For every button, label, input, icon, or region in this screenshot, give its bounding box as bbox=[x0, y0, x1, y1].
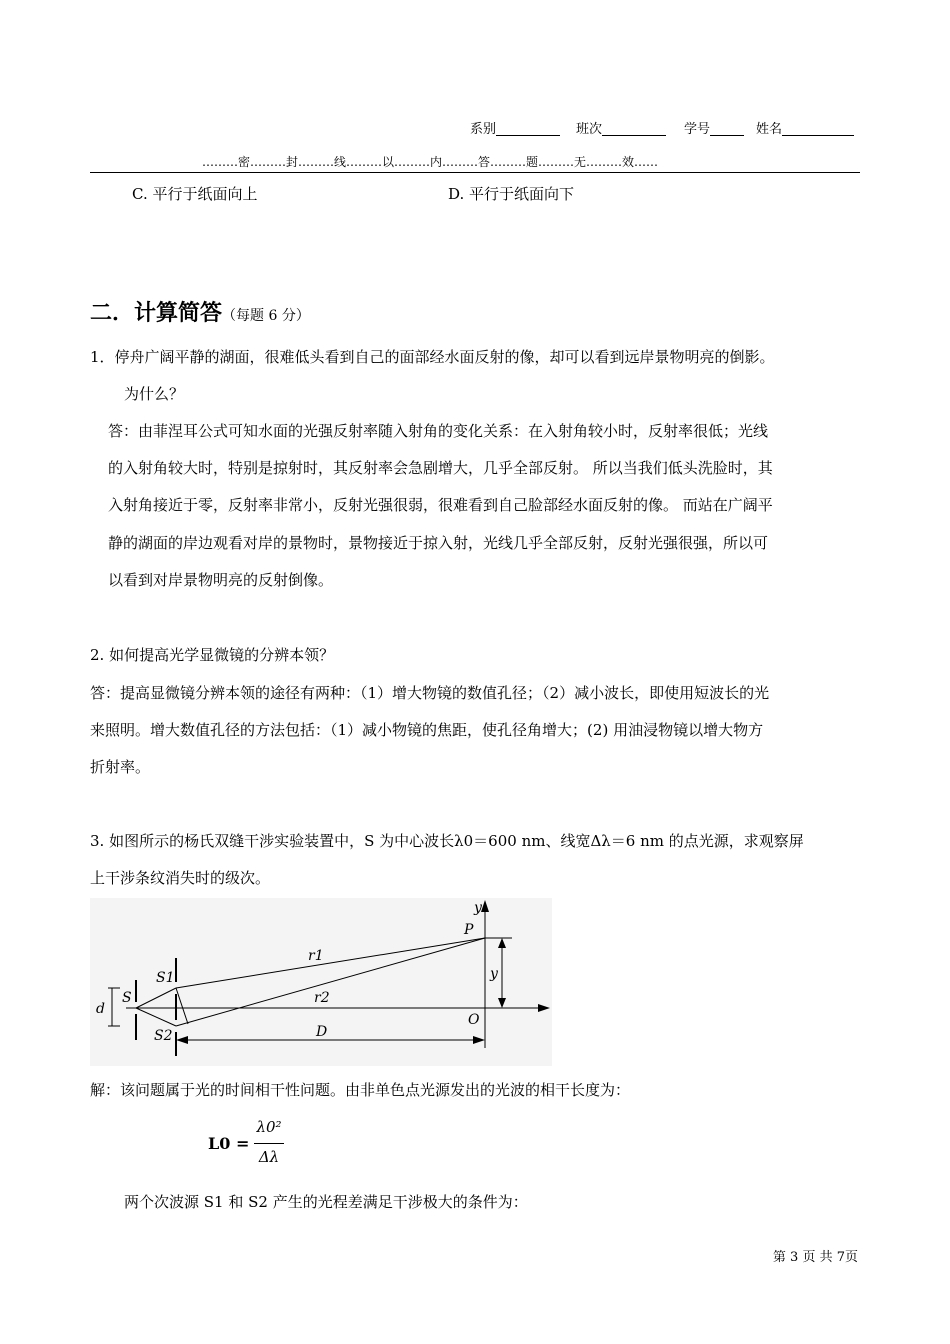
q1-question-line2: 为什么？ bbox=[124, 385, 185, 403]
q2-answer-line: 答：提高显微镜分辨本领的途径有两种：（1）增大物镜的数值孔径；（2）减小波长，即使用短波长的光 bbox=[90, 684, 770, 702]
section-title-text: 二．计算简答 bbox=[90, 300, 223, 326]
name-field bbox=[756, 118, 854, 137]
q3-condition-text: 两个次波源 S1 和 S2 产生的光程差满足干涉极大的条件为： bbox=[124, 1193, 528, 1211]
label-O: O bbox=[468, 1012, 480, 1028]
q1-answer-line: 的入射角较大时，特别是掠射时，其反射率会急剧增大，几乎全部反射。 所以当我们低头洗脸时，其 bbox=[108, 459, 773, 477]
header-divider bbox=[90, 172, 860, 173]
name-label: 姓名 bbox=[756, 122, 783, 137]
label-S: S bbox=[122, 990, 132, 1006]
label-S2: S2 bbox=[154, 1028, 173, 1044]
department-label: 系别 bbox=[470, 122, 497, 137]
option-c: C. 平行于纸面向上 bbox=[132, 185, 258, 203]
label-P: P bbox=[464, 922, 474, 938]
label-D: D bbox=[316, 1024, 328, 1040]
label-y-height: y bbox=[490, 966, 498, 982]
formula-denominator: Δλ bbox=[258, 1148, 280, 1166]
q1-answer-line: 答：由菲涅耳公式可知水面的光强反射率随入射角的变化关系：在入射角较小时，反射率很低；光线 bbox=[108, 422, 769, 440]
label-d: d bbox=[96, 1001, 105, 1017]
class-label: 班次 bbox=[576, 122, 603, 137]
section-title bbox=[90, 296, 310, 327]
student-id-field bbox=[684, 118, 744, 137]
q3-question-line2: 上干涉条纹消失时的级次。 bbox=[90, 869, 271, 887]
q2-answer-line: 折射率。 bbox=[90, 758, 151, 776]
label-S1: S1 bbox=[156, 970, 175, 986]
page-number: 第 3 页 共 7页 bbox=[772, 1250, 858, 1265]
section-note: （每题 6 分） bbox=[222, 308, 310, 324]
q1-answer-line: 入射角接近于零，反射率非常小，反射光强很弱，很难看到自己脸部经水面反射的像。 而站在广阔平 bbox=[108, 496, 773, 514]
q1-answer-line: 以看到对岸景物明亮的反射倒像。 bbox=[108, 571, 334, 589]
q1-question-line1: 1．停舟广阔平静的湖面，很难低头看到自己的面部经水面反射的像，却可以看到远岸景物明亮的倒影。 bbox=[90, 348, 775, 366]
label-y-axis: y bbox=[474, 900, 482, 916]
formula-lhs: L0 = bbox=[208, 1134, 250, 1153]
q3-question-line1: 3. 如图所示的杨氏双缝干涉实验装置中，S 为中心波长λ0＝600 nm、线宽Δλ＝6 nm 的点光源，求观察屏 bbox=[90, 832, 804, 850]
label-r1: r1 bbox=[308, 948, 324, 964]
seal-line-text: ………密………封………线………以………内………答………题………无………效…… bbox=[202, 155, 659, 169]
q2-question: 2. 如何提高光学显微镜的分辨本领？ bbox=[90, 646, 335, 664]
formula-fraction-bar bbox=[254, 1143, 284, 1144]
coherence-length-formula bbox=[208, 1118, 288, 1172]
option-d: D. 平行于纸面向下 bbox=[448, 185, 575, 203]
formula-numerator: λ0² bbox=[256, 1118, 282, 1136]
student-id-blank bbox=[710, 121, 744, 136]
q2-answer-line: 来照明。增大数值孔径的方法包括：（1）减小物镜的焦距，使孔径角增大；(2) 用油浸物镜以增大物方 bbox=[90, 721, 764, 739]
class-field bbox=[576, 118, 666, 137]
name-blank bbox=[782, 121, 854, 136]
department-field bbox=[470, 118, 560, 137]
label-r2: r2 bbox=[314, 990, 330, 1006]
q3-solution-intro: 解：该问题属于光的时间相干性问题。由非单色点光源发出的光波的相干长度为： bbox=[90, 1081, 631, 1099]
department-blank bbox=[496, 121, 560, 136]
student-id-label: 学号 bbox=[684, 122, 711, 137]
class-blank bbox=[602, 121, 666, 136]
double-slit-diagram bbox=[90, 898, 552, 1066]
q1-answer-line: 静的湖面的岸边观看对岸的景物时，景物接近于掠入射，光线几乎全部反射，反射光强很强，所以可 bbox=[108, 534, 769, 552]
